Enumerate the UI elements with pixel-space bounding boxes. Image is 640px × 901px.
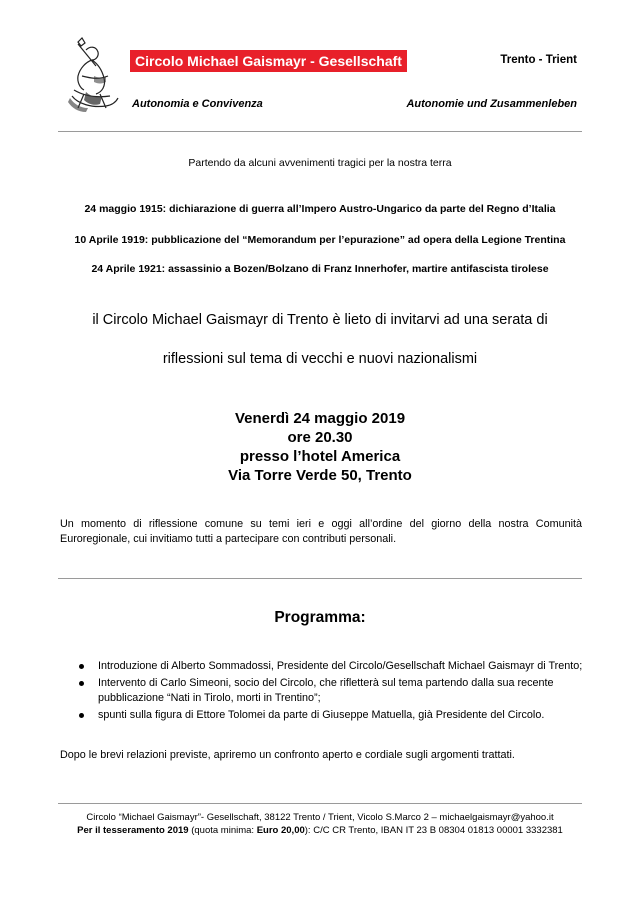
membership-fee: Euro 20,00	[256, 825, 305, 836]
footer	[0, 811, 640, 837]
header-divider	[58, 131, 582, 132]
event-details	[0, 409, 640, 485]
bullet-icon	[79, 713, 84, 718]
invitation-line-1: il Circolo Michael Gaismayr di Trento è lieto di invitarvi ad una serata di	[92, 312, 548, 328]
program-item	[76, 659, 586, 674]
event-1921: 24 Aprile 1921: assassinio a Bozen/Bolzano di Franz Innerhofer, martire antifascista tirolese	[91, 263, 549, 275]
event-address: Via Torre Verde 50, Trento	[228, 467, 412, 484]
footer-divider	[58, 803, 582, 804]
event-1915: 24 maggio 1915: dichiarazione di guerra all’Impero Austro-Ungarico da parte del Regno d’Italia	[84, 203, 556, 215]
bullet-icon	[79, 664, 84, 669]
intro-text: Partendo da alcuni avvenimenti tragici per la nostra terra	[188, 157, 452, 169]
program-item	[76, 708, 586, 723]
logo-figure-icon	[64, 36, 124, 112]
event-1919: 10 Aprile 1919: pubblicazione del “Memorandum per l’epurazione” ad opera della Legione Trentina	[74, 234, 566, 246]
program-item-text: spunti sulla figura di Ettore Tolomei da parte di Giuseppe Matuella, già Presidente del Circolo.	[98, 709, 545, 721]
description-paragraph: Un momento di riflessione comune su temi ieri e oggi all’ordine del giorno della nostra Comunità Euroregionale, cui invitiamo tutti a partecipare con contributi personali.	[60, 518, 582, 545]
program-item	[76, 676, 586, 706]
organization-title: Circolo Michael Gaismayr - Gesellschaft	[130, 50, 407, 72]
footer-membership	[0, 824, 640, 837]
city-label: Trento - Trient	[500, 54, 577, 66]
slogan-italian: Autonomia e Convivenza	[132, 98, 263, 110]
event-venue: presso l’hotel America	[239, 448, 401, 465]
membership-label: Per il tesseramento 2019	[77, 825, 189, 836]
slogan-german: Autonomie und Zusammenleben	[406, 98, 577, 110]
event-time: ore 20.30	[287, 429, 353, 446]
program-list	[76, 659, 586, 725]
program-title: Programma:	[274, 609, 366, 626]
event-date: Venerdì 24 maggio 2019	[234, 410, 406, 427]
closing-text: Dopo le brevi relazioni previste, apriremo un confronto aperto e cordiale sugli argomenti trattati.	[60, 749, 515, 761]
membership-fee-prefix: (quota minima:	[188, 825, 257, 836]
section-divider	[58, 578, 582, 579]
program-item-text: Intervento di Carlo Simeoni, socio del Circolo, che rifletterà sul tema partendo dalla sua recente pubblicazione “Nati in Tirolo, morti in Trentino”;	[98, 677, 554, 704]
bullet-icon	[79, 681, 84, 686]
program-item-text: Introduzione di Alberto Sommadossi, Presidente del Circolo/Gesellschaft Michael Gaismayr di Trento;	[98, 660, 583, 672]
invitation-line-2: riflessioni sul tema di vecchi e nuovi nazionalismi	[162, 351, 478, 367]
footer-address: Circolo “Michael Gaismayr”- Gesellschaft, 38122 Trento / Trient, Vicolo S.Marco 2 – michaelgaismayr@yahoo.it	[86, 812, 554, 823]
bank-details: ): C/C CR Trento, IBAN IT 23 B 08304 01813 00001 3332381	[304, 825, 563, 836]
